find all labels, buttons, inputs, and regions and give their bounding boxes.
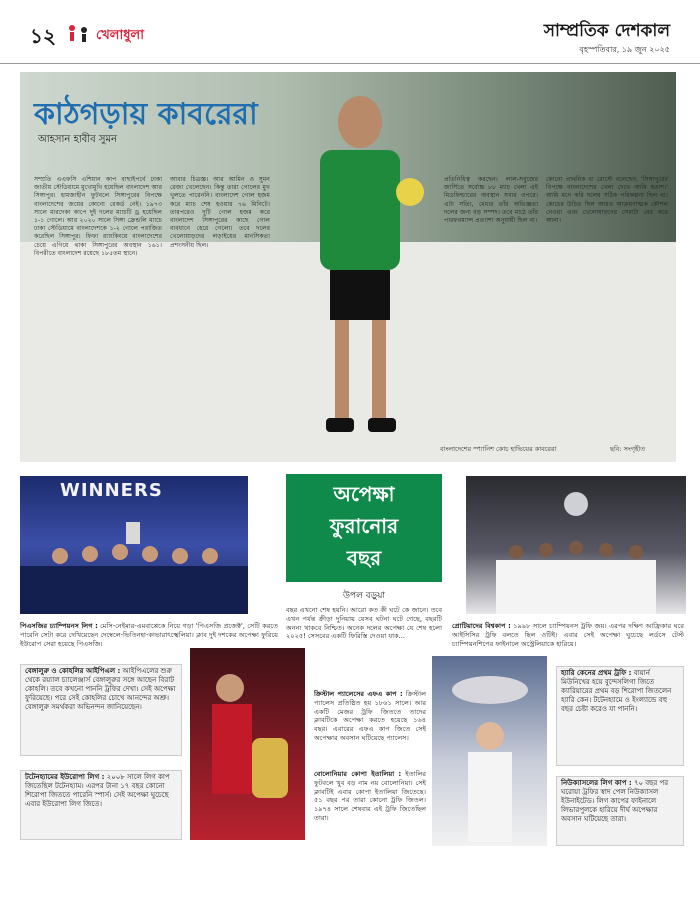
title-line-3: বছর	[346, 546, 382, 570]
psg-players-illustration	[20, 476, 248, 614]
sports-section-icon	[64, 22, 94, 44]
story-kane-body: বায়ার্ন মিউনিখের হয়ে বুন্দেসলিগা জিতে ক্যারিয়ারের প্রথম বড় শিরোপা জিতলেন হ্যারি কেন। টটেনহ্যামে ও ইংল্যান্ডে বহু বছর চেষ্টা করেও যা পাননি।	[561, 669, 672, 713]
story-newcastle-head: নিউক্যাসলের লিগ কাপ :	[561, 779, 632, 787]
story-tottenham-body: ২০০৮ সালে লিগ কাপ জিতেছিল টটেনহ্যাম। এরপর টানা ১৭ বছর কোনো শিরোপা জিততে পারেনি স্পার্স। সেই অপেক্ষা ঘুচেছে এবার ইউরোপা লিগ জিতে।	[25, 773, 170, 808]
story-rcb-head: বেঙ্গালুরু ও কোহলির আইপিএল :	[25, 667, 121, 675]
feature-column-2: আবার চিত্রজ্ঞ। আর আমিন ও সুমন রেজা খেলেছেন। কিন্তু তারা গোলের মুখ খুলতে পারেননি। বাংলাদেশ গোল হজম করে ম্যাচ শেষ হওয়ার ৭৬ মিনিটে। তারপরেও দুটি গোল হজম করে বাংলাদেশ সিঙ্গাপুরের কাছে গোল ব্যবধানে হেরে গেলো। তবে দলের খেলোয়াড়দের লড়াইয়ের মানসিকতা প্রশংসনীয় ছিল।	[170, 176, 270, 249]
feature-column-1: সম্প্রতি এএফসি এশিয়ান কাপ বাছাইপর্বে ঢাকা জাতীয় স্টেডিয়ামে মুখোমুখি হয়েছিল বাংলাদেশ আর সিঙ্গাপুর। হামজাহীন ফুটবলে সিঙ্গাপুরের বিপক্ষে বাংলাদেশের জয়ের কোনো রেকর্ড নেই। ১৯৭৩ সালে মারদেকা কাপে দুই দলের ম্যাচটি ড্র হয়েছিল ১-১ গোলে। আর ২০২০ সালে সিঙ্গা ফ্রেন্ডলি ম্যাচে ঢাকা স্টেডিয়ামে বাংলাদেশকে ১-২ গোলে পরাজিত করেছিল সিঙ্গাপুর। ফিফা র‍্যাংকিংয়ে বাংলাদেশের চেয়ে এগিয়ে থাকা সিঙ্গাপুরের অবস্থান ১৬১। বিপরীতে বাংলাদেশ রয়েছে ১৮৫তম স্থানে।	[34, 176, 162, 257]
feature-column-3: প্রতিনিধিত্ব করছেন। লাল-সবুজের জার্সিতে সর্বোচ্চ ৮৮ ম্যাচ খেলা এই মিডফিল্ডারের অবস্থান সবার ওপরে। এটা সত্যি, মেধার তাঁর অভিজ্ঞতা দলের জন্য বড় সম্পদ। তবে মাঠে তাঁর পারফরম্যান্স প্রত্যাশা অনুযায়ী ছিল না।	[444, 176, 538, 225]
kane-trophy-photo	[432, 656, 547, 846]
wtc-players-illustration	[466, 476, 686, 614]
kane-illustration	[432, 656, 547, 846]
title-line-1: অপেক্ষা	[333, 482, 395, 506]
story-crystal-body: ক্রিস্টাল প্যালেস প্রতিষ্ঠিত হয় ১৮৬১ সালে। আর একটি মেজর ট্রফি জিততে তাদের ক্লাবটিকে অপেক্ষা করতে হয়েছে ১৬৪ বছর। এবারের এফএ কাপ জিতে সেই অপেক্ষার অবসান ঘটিয়েছে প্যালেস।	[314, 690, 426, 742]
story-wtc-body: ১৯৯৮ সালে চ্যাম্পিয়নস ট্রফি জয়। এরপর দক্ষিণ আফ্রিকার ঘরে আইসিসির ট্রফি বলতে ছিল ওটিই। এবার সেই অপেক্ষা ঘুচেছে লর্ডসে টেস্ট চ্যাম্পিয়নশিপের ফাইনালে অস্ট্রেলিয়াকে হারিয়ে।	[452, 622, 684, 648]
story-newcastle	[556, 776, 684, 846]
feature-column-4: কোনো প্রাথমিক বা রোস্টে বলেছেন, 'সিঙ্গাপুরের বিপক্ষে বাংলাদেশের খেলা দেখে আমি হতাশ।' আমি মনে করি দলের সঠিক পরিকল্পনা ছিল না। কোচের উচিত ছিল আরও আক্রমণাত্মক কৌশল নেওয়া এবং খেলোয়াড়দের সেরাটা বের করে আনা।	[546, 176, 668, 225]
story-crystal-head: ক্রিস্টাল প্যালেসের এফএ কাপ :	[314, 690, 403, 698]
feature-headline: কাঠগড়ায় কাবরেরা	[34, 97, 258, 132]
story-tottenham-head: টটেনহ্যামের ইউরোপা লিগ :	[25, 773, 105, 781]
story-bologna	[314, 770, 426, 823]
story-kane-head: হ্যারি কেনের প্রথম ট্রফি :	[561, 669, 632, 677]
story-wtc	[452, 622, 684, 648]
newspaper-masthead: সাম্প্রতিক দেশকাল	[543, 21, 670, 41]
page-header	[0, 0, 700, 64]
story-bologna-head: বোলোনিয়ার কোপা ইতালিয়া :	[314, 770, 402, 778]
story-kane	[556, 666, 684, 766]
story-rcb-body: আইপিএলের শুরু থেকে রয়্যাল চ্যালেঞ্জার্স বেঙ্গালুরুর সঙ্গে আছেন বিরাট কোহলি। তবে কখনো পাননি ট্রফির দেখা। সেই অপেক্ষা ফুরিয়েছে। পরে সেই কোহলির চোখে আনন্দের অশ্রু। বেঙ্গালুরু সমর্থকরা অভিনন্দন জানিয়েছেন।	[25, 667, 176, 711]
story-rcb	[20, 664, 182, 756]
intro-text: বছর এখনো শেষ হয়নি। আরো কত কী ঘটে কে জানে। তবে এখন পর্যন্ত ক্রীড়া দুনিয়ায় যেসব ঘটনা ঘটে গেছে, বছরটি অনন্য থাকবে নিশ্চিত। অনেক দলের অপেক্ষা যে শেষ হলো ২০২৫! সেসবের একটি ফিরিস্তি দেওয়া যাক...	[286, 606, 442, 641]
story-psg-head: পিএসজির চ্যাম্পিয়নস লিগ :	[20, 622, 98, 630]
dateline: বৃহস্পতিবার, ১৯ জুন ২০২৫	[579, 45, 670, 54]
feature-story	[20, 72, 676, 462]
story-bologna-body: ইতালির ফুটবলে খুব বড় নাম নয় বোলোনিয়া। সেই ক্লাবটিই এবার কোপা ইতালিয়া জিতেছে। ৫১ বছর পর তারা কোনো ট্রফি জিতল। ১৯৭৪ সালে শেষবার এই ট্রফি জিতেছিল তারা।	[314, 770, 426, 822]
title-author: উপল বড়ুয়া	[342, 591, 386, 601]
story-tottenham	[20, 770, 182, 840]
kohli-trophy-photo	[190, 648, 305, 840]
kohli-illustration	[190, 648, 305, 840]
feature-byline: আহসান হাবীব সুমন	[38, 134, 118, 145]
story-psg-body: মেসি-নেইমার-এমবাপ্পেকে নিয়ে গড়া 'পিএসজি প্রজেক্ট', সেটি করতে পারেনি সেটা করে দেখিয়েছেন দেম্বেলে-ভিতিনহা-কাভারাৎস্খেলিয়া। ক্লাব দুই দশকের অপেক্ষা ফুরিয়ে ইউরোপ সেরা হয়েছে পিএসজি।	[20, 622, 278, 648]
wtc-celebration-photo	[466, 476, 686, 614]
story-newcastle-body: ৭০ বছর পর ঘরোয়া ট্রফির স্বাদ পেল নিউক্যাসল ইউনাইটেড। লিগ কাপের ফাইনালে লিভারপুলকে হারিয়ে দীর্ঘ অপেক্ষার অবসান ঘটিয়েছে তারা।	[561, 779, 669, 823]
photo-credit: ছবি: সংগৃহীত	[610, 445, 646, 453]
coach-photo	[260, 92, 460, 452]
story-crystal	[314, 690, 426, 743]
title-line-2: ফুরানোর	[329, 514, 399, 538]
story-wtc-head: প্রোটিয়াদের বিশ্বকাপ :	[452, 622, 511, 630]
psg-celebration-photo	[20, 476, 248, 614]
feature-title-box	[286, 474, 442, 582]
photo-caption: বাংলাদেশের স্প্যানিশ কোচ হাভিয়ের কাবরেরা	[440, 445, 557, 453]
story-psg	[20, 622, 278, 648]
page-number: ১২	[30, 24, 56, 48]
section-label: খেলাধুলা	[96, 28, 145, 43]
winners-banner: WINNERS	[60, 480, 163, 501]
